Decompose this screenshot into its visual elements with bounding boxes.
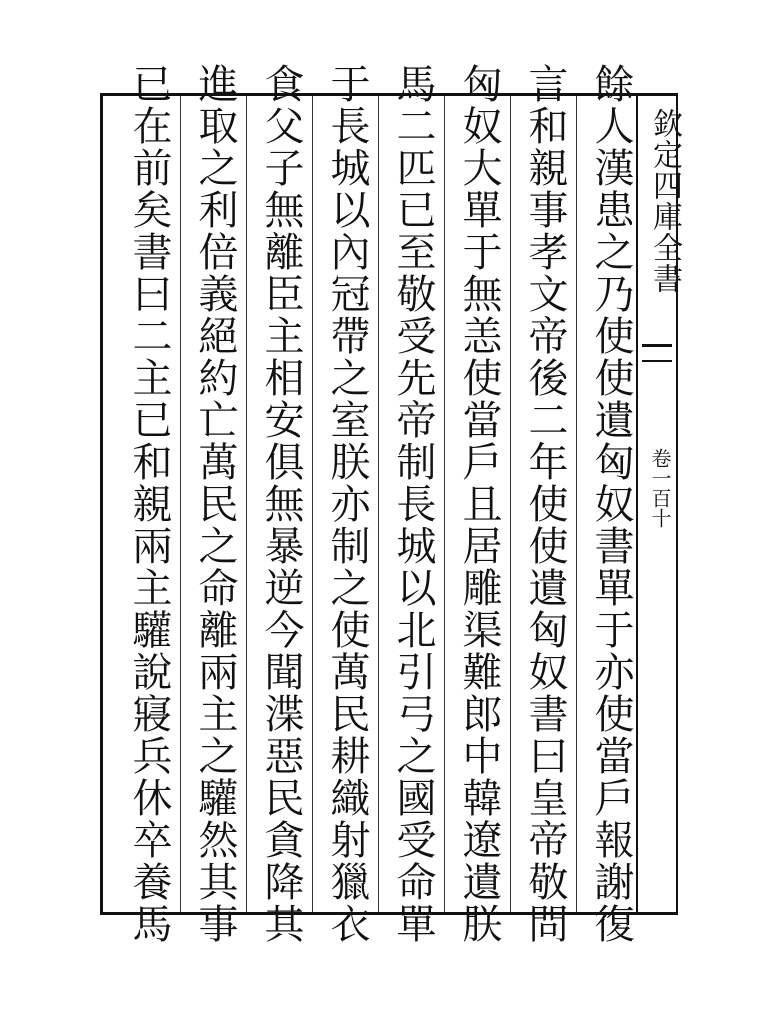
- column-rule: [312, 96, 313, 912]
- column-rule: [576, 96, 577, 912]
- text-line: 餘人漢患之乃使使遺匈奴書單于亦使當戶報謝復: [588, 63, 634, 945]
- text-line: 言和親事孝文帝後二年使使遺匈奴書曰皇帝敬問: [522, 63, 568, 945]
- text-column-1: [583, 63, 639, 945]
- volume-label: 卷一百十: [648, 448, 672, 528]
- text-line: 于長城以內冠帶之室朕亦制之使萬民耕織射獵衣: [324, 63, 370, 945]
- column-rule: [444, 96, 445, 912]
- text-column-4: [385, 63, 441, 945]
- margin-strip: [636, 96, 682, 912]
- book-title: 欽定四庫全書: [647, 108, 682, 294]
- fish-tail-mark: [642, 344, 672, 362]
- text-line: 進取之利倍義絕約亡萬民之命離兩主之驩然其事: [192, 63, 238, 945]
- column-rule: [378, 96, 379, 912]
- text-line: 馬二匹已至敬受先帝制長城以北引弓之國受命單: [390, 63, 436, 945]
- page-frame: [100, 63, 682, 945]
- text-line: 匈奴大單于無恙使當戶且居雕渠難郎中韓遼遺朕: [456, 63, 502, 945]
- text-column-5: [319, 63, 375, 945]
- text-column-3: [451, 63, 507, 945]
- column-rule: [180, 96, 181, 912]
- text-column-8: [121, 63, 177, 945]
- text-line: 已在前矣書曰二主已和親兩主驩說寢兵休卒養馬: [126, 63, 172, 945]
- text-column-7: [187, 63, 243, 945]
- text-column-6: [253, 63, 309, 945]
- column-rule: [246, 96, 247, 912]
- text-line: 食父子無離臣主相安俱無暴逆今聞渫惡民貪降其: [258, 63, 304, 945]
- column-rule: [510, 96, 511, 912]
- text-column-2: [517, 63, 573, 945]
